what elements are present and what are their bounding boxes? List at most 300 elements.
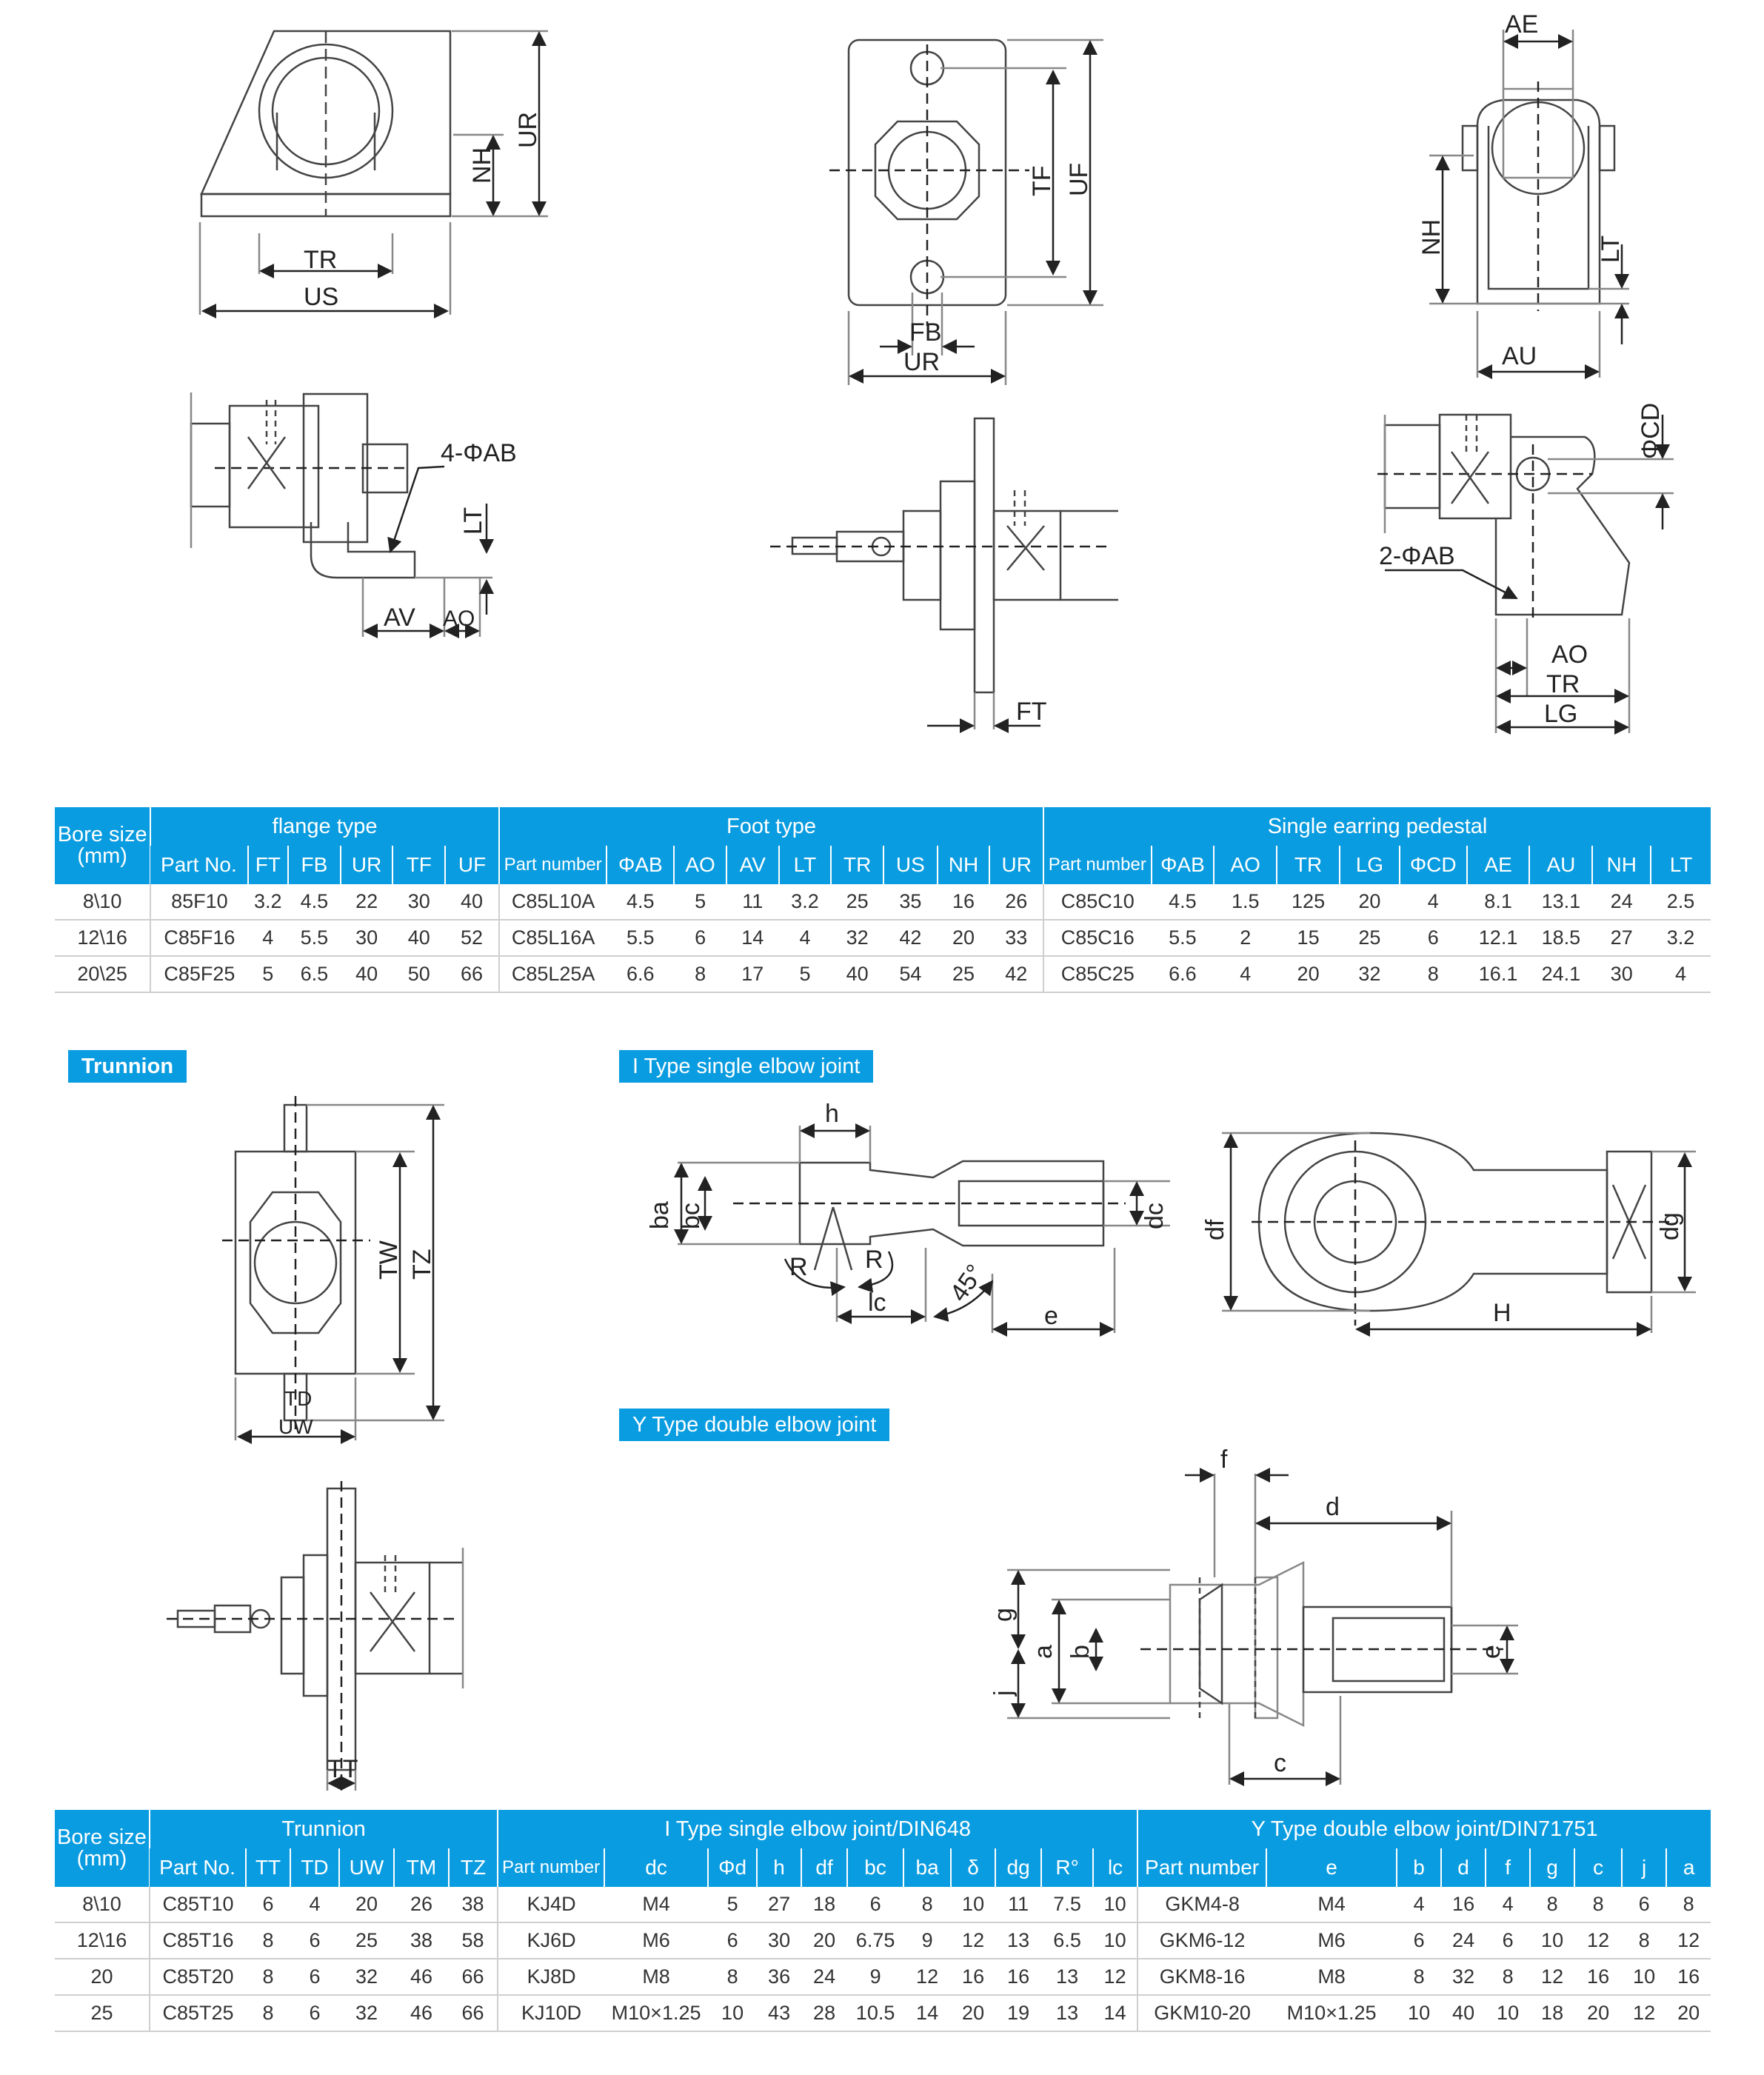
table-cell: 14: [726, 920, 779, 956]
table-cell: 40: [341, 956, 393, 992]
earring-side-label: 2-ΦAB: [1379, 542, 1455, 570]
table-cell: 40: [445, 884, 499, 920]
table-cell: 5.5: [607, 920, 674, 956]
table-cell: 8: [1574, 1887, 1622, 1922]
table-cell: 8: [1486, 1959, 1530, 1995]
table-cell: 27: [757, 1887, 801, 1922]
col-header: LG: [1340, 846, 1400, 884]
col-header: ΦCD: [1400, 846, 1467, 884]
bore-size-cell: 8\10: [55, 884, 150, 920]
group-y-type-joint: Y Type double elbow joint/DIN71751: [1137, 1810, 1711, 1848]
table-cell: 32: [831, 920, 883, 956]
table-cell: 40: [831, 956, 883, 992]
table-cell: KJ10D: [498, 1995, 604, 2031]
col-header: NH: [938, 846, 990, 884]
table-cell: 16: [995, 1959, 1041, 1995]
flange-top-label: US: [304, 283, 339, 311]
table-cell: 10.5: [847, 1995, 903, 2031]
table-cell: 11: [995, 1887, 1041, 1922]
earring-side-label: LG: [1544, 700, 1578, 728]
table-cell: C85L10A: [499, 884, 607, 920]
table-cell: 6: [1486, 1922, 1530, 1959]
table-cell: M10×1.25: [1266, 1995, 1397, 2031]
table-cell: 4.5: [288, 884, 341, 920]
table-cell: 13.1: [1529, 884, 1592, 920]
table-row: [55, 956, 1711, 992]
table-cell: 6: [847, 1887, 903, 1922]
table-cell: 6: [1400, 920, 1467, 956]
col-header: a: [1666, 1848, 1711, 1887]
i-joint-label: R: [865, 1246, 883, 1274]
table-cell: KJ6D: [498, 1922, 604, 1959]
table-cell: 27: [1592, 920, 1651, 956]
table-cell: 18.5: [1529, 920, 1592, 956]
section-label-y-type: Y Type double elbow joint: [619, 1409, 889, 1441]
table-row: [55, 1887, 1711, 1922]
y-joint-label: g: [989, 1608, 1018, 1622]
table-cell: GKM6-12: [1137, 1922, 1266, 1959]
table-cell: 40: [392, 920, 445, 956]
i-joint-label: dc: [1140, 1203, 1169, 1229]
table-cell: 9: [903, 1922, 951, 1959]
table-row: [55, 920, 1711, 956]
table-cell: 10: [1486, 1995, 1530, 2031]
bore-size-cell: 12\16: [55, 920, 150, 956]
table-cell: 20: [1277, 956, 1340, 992]
col-header: b: [1397, 1848, 1441, 1887]
table-cell: 8.1: [1467, 884, 1530, 920]
col-header: dc: [604, 1848, 708, 1887]
col-header: df: [801, 1848, 847, 1887]
table-cell: 38: [394, 1922, 449, 1959]
col-header: AU: [1529, 846, 1592, 884]
table-cell: M10×1.25: [604, 1995, 708, 2031]
col-header: LT: [1651, 846, 1711, 884]
table-cell: 6.6: [1152, 956, 1215, 992]
table-cell: KJ8D: [498, 1959, 604, 1995]
table-cell: 8: [708, 1959, 757, 1995]
table-cell: 26: [394, 1887, 449, 1922]
table-cell: 50: [392, 956, 445, 992]
col-header: dg: [995, 1848, 1041, 1887]
table-cell: 6: [290, 1995, 339, 2031]
group-i-type-joint: I Type single elbow joint/DIN648: [498, 1810, 1137, 1848]
col-header: FT: [248, 846, 289, 884]
table-cell: 10: [1093, 1922, 1137, 1959]
table-cell: 25: [938, 956, 990, 992]
table-cell: 20: [951, 1995, 995, 2031]
table-cell: 12: [1622, 1995, 1666, 2031]
group-flange-type: flange type: [150, 807, 499, 846]
table-cell: 12: [1530, 1959, 1574, 1995]
col-header: US: [883, 846, 938, 884]
table-cell: 20: [801, 1922, 847, 1959]
i-joint-label: bc: [677, 1203, 705, 1229]
bore-size-cell: 25: [55, 1995, 150, 2031]
table-cell: 12: [1574, 1922, 1622, 1959]
col-header: AO: [1214, 846, 1277, 884]
table-cell: 6: [674, 920, 726, 956]
table-cell: C85T16: [150, 1922, 246, 1959]
y-joint-label: d: [1326, 1493, 1340, 1521]
table-cell: 35: [883, 884, 938, 920]
table-body: [55, 884, 1711, 992]
col-header: TR: [1277, 846, 1340, 884]
table-cell: 46: [394, 1995, 449, 2031]
table-cell: 42: [989, 956, 1043, 992]
i-joint-label: lc: [868, 1289, 886, 1317]
earring-side-label: ΦCD: [1637, 402, 1665, 459]
table-cell: 10: [1397, 1995, 1441, 2031]
bore-size-cell: 12\16: [55, 1922, 150, 1959]
col-header: d: [1441, 1848, 1486, 1887]
table-cell: 18: [1530, 1995, 1574, 2031]
col-header: Part No.: [150, 1848, 246, 1887]
table-cell: C85C25: [1043, 956, 1151, 992]
col-header: g: [1530, 1848, 1574, 1887]
col-header: AE: [1467, 846, 1530, 884]
trunnion-top-label: UW: [278, 1415, 313, 1438]
table-cell: 4.5: [607, 884, 674, 920]
table-cell: 15: [1277, 920, 1340, 956]
table-cell: 14: [1093, 1995, 1137, 2031]
table-cell: 30: [1592, 956, 1651, 992]
flange-side-label: LT: [459, 507, 487, 535]
table-cell: 66: [449, 1995, 498, 2031]
table-cell: M8: [604, 1959, 708, 1995]
table-cell: 16: [938, 884, 990, 920]
col-header: FB: [288, 846, 341, 884]
mounting-spec-table: [55, 807, 1711, 993]
table-cell: 30: [341, 920, 393, 956]
table-column-header: [55, 1848, 1711, 1887]
table-cell: C85F25: [150, 956, 247, 992]
table-cell: 25: [1340, 920, 1400, 956]
bore-size-cell: 20: [55, 1959, 150, 1995]
table-cell: 24: [1592, 884, 1651, 920]
col-header: Part No.: [150, 846, 247, 884]
col-header: e: [1266, 1848, 1397, 1887]
table-cell: 32: [1441, 1959, 1486, 1995]
table-cell: 32: [339, 1959, 394, 1995]
table-cell: GKM4-8: [1137, 1887, 1266, 1922]
table-row: [55, 1995, 1711, 2031]
foot-top-label: UF: [1065, 162, 1093, 196]
i-joint-end-view: [1222, 1133, 1696, 1333]
table-cell: 12: [951, 1922, 995, 1959]
foot-top-view: [829, 40, 1103, 385]
table-cell: 6.5: [1041, 1922, 1093, 1959]
table-cell: GKM10-20: [1137, 1995, 1266, 2031]
foot-top-label: UR: [903, 348, 941, 376]
col-header: ΦAB: [1152, 846, 1215, 884]
table-cell: 46: [394, 1959, 449, 1995]
trunnion-side-view: [167, 1481, 463, 1791]
table-cell: 16.1: [1467, 956, 1530, 992]
table-cell: 8: [246, 1959, 290, 1995]
bore-size-header: Bore size (mm): [55, 1810, 150, 1887]
table-cell: 4: [248, 920, 289, 956]
y-joint-label: a: [1029, 1645, 1058, 1659]
table-cell: 38: [449, 1887, 498, 1922]
i-joint-label: h: [825, 1100, 839, 1128]
i-joint-end-label: H: [1493, 1299, 1511, 1327]
col-header: AV: [726, 846, 779, 884]
table-cell: 6: [246, 1887, 290, 1922]
table-cell: C85C16: [1043, 920, 1151, 956]
table-cell: 30: [392, 884, 445, 920]
table-cell: 17: [726, 956, 779, 992]
table-cell: C85L25A: [499, 956, 607, 992]
table-cell: 13: [995, 1922, 1041, 1959]
table-cell: 22: [341, 884, 393, 920]
table-cell: 66: [445, 956, 499, 992]
flange-side-view: [191, 392, 492, 637]
foot-top-label: FB: [909, 318, 942, 347]
table-cell: 12: [1093, 1959, 1137, 1995]
table-cell: 125: [1277, 884, 1340, 920]
earring-top-label: AU: [1502, 342, 1537, 370]
trunnion-side-label: TT: [327, 1755, 358, 1783]
table-cell: 54: [883, 956, 938, 992]
table-cell: 16: [1666, 1959, 1711, 1995]
col-header: UW: [339, 1848, 394, 1887]
table-cell: 32: [1340, 956, 1400, 992]
table-cell: 6: [1397, 1922, 1441, 1959]
table-cell: 12: [1666, 1922, 1711, 1959]
i-joint-label: e: [1044, 1302, 1058, 1330]
table-cell: 16: [951, 1959, 995, 1995]
col-header: Part number: [498, 1848, 604, 1887]
table-cell: 58: [449, 1922, 498, 1959]
table-cell: 5: [674, 884, 726, 920]
flange-top-label: NH: [468, 147, 496, 184]
col-header: UR: [989, 846, 1043, 884]
table-cell: 85F10: [150, 884, 247, 920]
table-cell: 6.6: [607, 956, 674, 992]
i-joint-label: 45°: [944, 1259, 990, 1307]
trunnion-top-label: TZ: [408, 1249, 436, 1280]
table-cell: 25: [339, 1922, 394, 1959]
table-cell: 4.5: [1152, 884, 1215, 920]
table-cell: 33: [989, 920, 1043, 956]
trunnion-joint-spec-table: [55, 1810, 1711, 2032]
table-cell: C85T10: [150, 1887, 246, 1922]
table-cell: 40: [1441, 1995, 1486, 2031]
y-joint-label: j: [989, 1690, 1018, 1696]
table-cell: 10: [951, 1887, 995, 1922]
table-cell: 9: [847, 1959, 903, 1995]
table-cell: 24.1: [1529, 956, 1592, 992]
col-header: lc: [1093, 1848, 1137, 1887]
foot-top-label: TF: [1028, 165, 1056, 196]
table-cell: 6.5: [288, 956, 341, 992]
earring-side-label: AO: [1551, 641, 1588, 669]
table-row: [55, 884, 1711, 920]
table-cell: C85L16A: [499, 920, 607, 956]
table-cell: 3.2: [1651, 920, 1711, 956]
section-label-trunnion: Trunnion: [68, 1050, 187, 1083]
i-joint-end-label: df: [1201, 1219, 1229, 1240]
earring-top-label: NH: [1417, 218, 1446, 255]
table-row: [55, 1959, 1711, 1995]
earring-top-label: AE: [1505, 10, 1539, 39]
table-cell: 6: [1622, 1887, 1666, 1922]
flange-top-label: UR: [514, 111, 542, 148]
table-cell: 4: [1651, 956, 1711, 992]
section-label-i-type: I Type single elbow joint: [619, 1050, 873, 1083]
col-header: f: [1486, 1848, 1530, 1887]
table-group-header: [55, 1810, 1711, 1848]
table-cell: 66: [449, 1959, 498, 1995]
col-header: ΦAB: [607, 846, 674, 884]
earring-top-label: LT: [1597, 235, 1625, 263]
group-foot-type: Foot type: [499, 807, 1043, 846]
table-cell: 10: [1093, 1887, 1137, 1922]
col-header: h: [757, 1848, 801, 1887]
table-column-header: [55, 846, 1711, 884]
earring-side-label: TR: [1546, 670, 1580, 698]
table-cell: 24: [1441, 1922, 1486, 1959]
table-cell: 4: [779, 920, 832, 956]
table-cell: 24: [801, 1959, 847, 1995]
table-cell: 6: [290, 1959, 339, 1995]
table-cell: C85C10: [1043, 884, 1151, 920]
flange-side-label: AO: [443, 607, 475, 631]
col-header: j: [1622, 1848, 1666, 1887]
col-header: bc: [847, 1848, 903, 1887]
table-cell: M6: [1266, 1922, 1397, 1959]
table-cell: 6: [290, 1922, 339, 1959]
table-cell: 5: [779, 956, 832, 992]
foot-side-view: [770, 418, 1118, 729]
table-group-header: [55, 807, 1711, 846]
table-cell: 11: [726, 884, 779, 920]
col-header: TM: [394, 1848, 449, 1887]
table-cell: 4: [1486, 1887, 1530, 1922]
table-cell: 8: [1400, 956, 1467, 992]
table-cell: 43: [757, 1995, 801, 2031]
table-cell: M4: [604, 1887, 708, 1922]
table-cell: 8: [1666, 1887, 1711, 1922]
flange-side-label: AV: [384, 604, 415, 632]
table-row: [55, 1922, 1711, 1959]
y-joint-label: b: [1066, 1645, 1095, 1659]
table-cell: 3.2: [248, 884, 289, 920]
flange-top-label: TR: [304, 246, 338, 274]
table-cell: 4: [1397, 1887, 1441, 1922]
col-header: UF: [445, 846, 499, 884]
bore-size-cell: 20\25: [55, 956, 150, 992]
y-joint-view: [1007, 1474, 1518, 1785]
table-cell: C85T20: [150, 1959, 246, 1995]
table-cell: 2.5: [1651, 884, 1711, 920]
col-header: c: [1574, 1848, 1622, 1887]
table-cell: 10: [1530, 1922, 1574, 1959]
table-cell: 4: [1400, 884, 1467, 920]
table-cell: 14: [903, 1995, 951, 2031]
table-cell: 5: [248, 956, 289, 992]
table-cell: 16: [1574, 1959, 1622, 1995]
i-joint-end-label: dg: [1656, 1212, 1684, 1240]
table-cell: 4: [290, 1887, 339, 1922]
col-header: TF: [392, 846, 445, 884]
col-header: δ: [951, 1848, 995, 1887]
table-cell: 8: [1622, 1922, 1666, 1959]
col-header: TR: [831, 846, 883, 884]
i-joint-label: ba: [646, 1201, 674, 1229]
table-cell: 28: [801, 1995, 847, 2031]
earring-top-view: [1429, 30, 1629, 378]
table-cell: 20: [339, 1887, 394, 1922]
table-cell: 8: [1397, 1959, 1441, 1995]
col-header: R°: [1041, 1848, 1093, 1887]
col-header: Part number: [1137, 1848, 1266, 1887]
table-cell: 20: [1574, 1995, 1622, 2031]
bore-size-cell: 8\10: [55, 1887, 150, 1922]
table-cell: C85T25: [150, 1995, 246, 2031]
col-header: LT: [779, 846, 832, 884]
table-cell: KJ4D: [498, 1887, 604, 1922]
table-cell: 8: [903, 1887, 951, 1922]
table-cell: M8: [1266, 1959, 1397, 1995]
foot-side-label: FT: [1016, 698, 1047, 726]
table-cell: 3.2: [779, 884, 832, 920]
y-joint-label: e: [1477, 1645, 1506, 1659]
y-joint-label: c: [1274, 1749, 1286, 1777]
table-cell: 8: [246, 1995, 290, 2031]
table-cell: 12.1: [1467, 920, 1530, 956]
table-cell: 12: [903, 1959, 951, 1995]
col-header: Φd: [708, 1848, 757, 1887]
table-cell: 30: [757, 1922, 801, 1959]
y-joint-label: f: [1220, 1446, 1228, 1474]
table-cell: 18: [801, 1887, 847, 1922]
table-cell: 13: [1041, 1995, 1093, 2031]
table-cell: 36: [757, 1959, 801, 1995]
flange-side-label: 4-ΦAB: [441, 439, 517, 467]
table-cell: 26: [989, 884, 1043, 920]
table-cell: M6: [604, 1922, 708, 1959]
table-cell: 7.5: [1041, 1887, 1093, 1922]
bore-size-header: Bore size (mm): [55, 807, 150, 884]
table-cell: 25: [831, 884, 883, 920]
table-body: [55, 1887, 1711, 2031]
table-cell: 19: [995, 1995, 1041, 2031]
table-cell: 2: [1214, 920, 1277, 956]
table-cell: 16: [1441, 1887, 1486, 1922]
group-single-earring: Single earring pedestal: [1043, 807, 1711, 846]
group-trunnion: Trunnion: [150, 1810, 498, 1848]
table-cell: 6: [708, 1922, 757, 1959]
trunnion-top-label: TD: [284, 1387, 313, 1410]
table-cell: 10: [708, 1995, 757, 2031]
table-cell: 32: [339, 1995, 394, 2031]
col-header: TD: [290, 1848, 339, 1887]
table-cell: 5.5: [288, 920, 341, 956]
table-cell: C85F16: [150, 920, 247, 956]
col-header: TT: [246, 1848, 290, 1887]
col-header: Part number: [499, 846, 607, 884]
table-cell: 8: [674, 956, 726, 992]
table-cell: M4: [1266, 1887, 1397, 1922]
col-header: Part number: [1043, 846, 1151, 884]
table-cell: 10: [1622, 1959, 1666, 1995]
table-cell: 6.75: [847, 1922, 903, 1959]
table-cell: 5.5: [1152, 920, 1215, 956]
table-cell: 8: [1530, 1887, 1574, 1922]
table-cell: 4: [1214, 956, 1277, 992]
